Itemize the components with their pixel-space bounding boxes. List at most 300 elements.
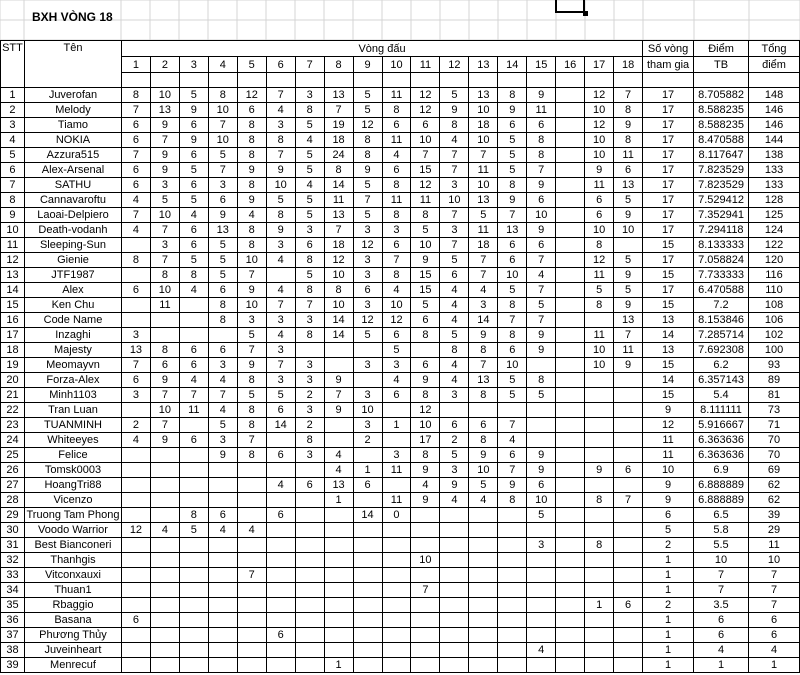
round-score-cell[interactable]	[295, 568, 324, 583]
round-score-cell[interactable]: 18	[324, 238, 353, 253]
round-score-cell[interactable]: 8	[353, 133, 382, 148]
player-name-cell[interactable]: Tiamo	[24, 118, 121, 133]
round-score-cell[interactable]: 9	[585, 463, 614, 478]
average-score-cell[interactable]: 6.357143	[694, 373, 749, 388]
round-score-cell[interactable]: 5	[179, 253, 208, 268]
round-score-cell[interactable]	[440, 658, 469, 673]
round-score-cell[interactable]	[556, 313, 585, 328]
round-score-cell[interactable]: 5	[440, 253, 469, 268]
rounds-played-cell[interactable]: 17	[643, 133, 694, 148]
round-score-cell[interactable]: 6	[150, 358, 179, 373]
round-score-cell[interactable]: 12	[585, 88, 614, 103]
rank-cell[interactable]: 20	[1, 373, 25, 388]
round-score-cell[interactable]	[324, 643, 353, 658]
total-score-cell[interactable]: 120	[749, 253, 800, 268]
round-score-cell[interactable]: 10	[150, 208, 179, 223]
round-score-cell[interactable]: 7	[150, 133, 179, 148]
round-score-cell[interactable]: 9	[498, 103, 527, 118]
round-score-cell[interactable]: 3	[440, 223, 469, 238]
round-score-cell[interactable]: 15	[411, 283, 440, 298]
rank-cell[interactable]: 22	[1, 403, 25, 418]
round-score-cell[interactable]: 7	[208, 163, 237, 178]
round-score-cell[interactable]	[614, 388, 643, 403]
round-score-cell[interactable]	[150, 448, 179, 463]
round-score-cell[interactable]	[556, 448, 585, 463]
round-score-cell[interactable]	[498, 523, 527, 538]
round-score-cell[interactable]	[556, 388, 585, 403]
spacer-cell[interactable]	[694, 73, 749, 88]
round-score-cell[interactable]: 12	[382, 313, 411, 328]
round-score-cell[interactable]: 4	[237, 523, 266, 538]
spacer-cell[interactable]	[324, 73, 353, 88]
round-score-cell[interactable]: 3	[353, 223, 382, 238]
round-score-cell[interactable]: 4	[440, 283, 469, 298]
round-score-cell[interactable]	[237, 463, 266, 478]
round-score-cell[interactable]	[556, 583, 585, 598]
round-score-cell[interactable]: 8	[585, 238, 614, 253]
round-score-cell[interactable]	[295, 463, 324, 478]
round-score-cell[interactable]: 7	[353, 193, 382, 208]
round-score-cell[interactable]	[527, 583, 556, 598]
round-score-cell[interactable]	[266, 658, 295, 673]
round-score-cell[interactable]	[614, 583, 643, 598]
round-score-cell[interactable]: 9	[614, 358, 643, 373]
round-score-cell[interactable]: 10	[208, 133, 237, 148]
round-score-cell[interactable]	[237, 478, 266, 493]
rounds-played-cell[interactable]: 17	[643, 148, 694, 163]
round-score-cell[interactable]	[382, 538, 411, 553]
round-score-cell[interactable]: 5	[179, 163, 208, 178]
round-score-cell[interactable]: 5	[440, 448, 469, 463]
round-score-cell[interactable]: 6	[614, 463, 643, 478]
round-score-cell[interactable]: 6	[121, 613, 150, 628]
round-score-cell[interactable]	[440, 613, 469, 628]
player-name-cell[interactable]: Tran Luan	[24, 403, 121, 418]
round-score-cell[interactable]: 7	[121, 358, 150, 373]
round-score-cell[interactable]: 6	[179, 178, 208, 193]
average-score-cell[interactable]: 8.133333	[694, 238, 749, 253]
average-score-cell[interactable]: 8.470588	[694, 133, 749, 148]
round-score-cell[interactable]: 4	[266, 478, 295, 493]
round-score-cell[interactable]	[498, 643, 527, 658]
round-score-cell[interactable]	[237, 658, 266, 673]
spacer-cell[interactable]	[266, 73, 295, 88]
average-score-cell[interactable]: 7.058824	[694, 253, 749, 268]
round-score-cell[interactable]: 3	[150, 238, 179, 253]
average-score-cell[interactable]: 6.9	[694, 463, 749, 478]
round-score-cell[interactable]: 6	[179, 433, 208, 448]
round-score-cell[interactable]	[411, 628, 440, 643]
round-score-cell[interactable]	[440, 553, 469, 568]
round-score-cell[interactable]: 10	[585, 358, 614, 373]
round-score-cell[interactable]: 11	[382, 88, 411, 103]
round-score-cell[interactable]	[179, 478, 208, 493]
average-score-cell[interactable]: 6.5	[694, 508, 749, 523]
header-played[interactable]: Số vòng	[643, 41, 694, 57]
round-score-cell[interactable]	[556, 328, 585, 343]
round-score-cell[interactable]: 5	[295, 193, 324, 208]
average-score-cell[interactable]: 6.470588	[694, 283, 749, 298]
round-score-cell[interactable]: 5	[353, 178, 382, 193]
round-score-cell[interactable]: 4	[440, 373, 469, 388]
average-score-cell[interactable]: 7.733333	[694, 268, 749, 283]
round-score-cell[interactable]: 3	[469, 298, 498, 313]
round-score-cell[interactable]: 6	[266, 448, 295, 463]
round-score-cell[interactable]: 9	[324, 373, 353, 388]
round-score-cell[interactable]: 9	[208, 208, 237, 223]
round-score-cell[interactable]: 3	[353, 358, 382, 373]
player-name-cell[interactable]: TUANMINH	[24, 418, 121, 433]
round-score-cell[interactable]	[121, 568, 150, 583]
rounds-played-cell[interactable]: 14	[643, 373, 694, 388]
round-score-cell[interactable]	[208, 643, 237, 658]
round-score-cell[interactable]	[556, 403, 585, 418]
round-header-11[interactable]: 11	[411, 57, 440, 73]
round-score-cell[interactable]	[295, 658, 324, 673]
round-score-cell[interactable]	[295, 493, 324, 508]
round-score-cell[interactable]: 6	[208, 193, 237, 208]
round-score-cell[interactable]: 7	[469, 268, 498, 283]
total-score-cell[interactable]: 71	[749, 418, 800, 433]
round-score-cell[interactable]: 9	[237, 358, 266, 373]
round-score-cell[interactable]: 6	[498, 253, 527, 268]
round-score-cell[interactable]: 10	[411, 238, 440, 253]
round-score-cell[interactable]: 6	[266, 508, 295, 523]
round-score-cell[interactable]	[614, 523, 643, 538]
round-score-cell[interactable]: 1	[353, 463, 382, 478]
rank-cell[interactable]: 24	[1, 433, 25, 448]
round-score-cell[interactable]: 10	[585, 148, 614, 163]
round-score-cell[interactable]	[266, 598, 295, 613]
round-score-cell[interactable]: 4	[208, 523, 237, 538]
round-score-cell[interactable]: 4	[440, 133, 469, 148]
rounds-played-cell[interactable]: 17	[643, 103, 694, 118]
spacer-cell[interactable]	[527, 73, 556, 88]
round-score-cell[interactable]: 9	[614, 118, 643, 133]
round-score-cell[interactable]	[179, 643, 208, 658]
round-score-cell[interactable]: 3	[295, 403, 324, 418]
round-score-cell[interactable]	[179, 493, 208, 508]
round-score-cell[interactable]	[498, 583, 527, 598]
total-score-cell[interactable]: 73	[749, 403, 800, 418]
total-score-cell[interactable]: 62	[749, 493, 800, 508]
round-score-cell[interactable]: 5	[237, 388, 266, 403]
round-score-cell[interactable]: 6	[237, 103, 266, 118]
player-name-cell[interactable]: SATHU	[24, 178, 121, 193]
rank-cell[interactable]: 26	[1, 463, 25, 478]
round-score-cell[interactable]: 11	[382, 133, 411, 148]
round-score-cell[interactable]	[295, 553, 324, 568]
rounds-played-cell[interactable]: 17	[643, 193, 694, 208]
average-score-cell[interactable]: 5.5	[694, 538, 749, 553]
round-score-cell[interactable]: 3	[382, 358, 411, 373]
round-score-cell[interactable]: 7	[150, 418, 179, 433]
total-score-cell[interactable]: 10	[749, 553, 800, 568]
round-score-cell[interactable]: 14	[353, 508, 382, 523]
round-score-cell[interactable]: 14	[324, 313, 353, 328]
average-score-cell[interactable]: 6	[694, 613, 749, 628]
round-header-1[interactable]: 1	[121, 57, 150, 73]
round-score-cell[interactable]: 8	[121, 253, 150, 268]
round-score-cell[interactable]	[411, 598, 440, 613]
round-score-cell[interactable]: 6	[585, 208, 614, 223]
round-score-cell[interactable]: 7	[498, 313, 527, 328]
player-name-cell[interactable]: Voodo Warrior	[24, 523, 121, 538]
round-score-cell[interactable]: 8	[382, 178, 411, 193]
round-score-cell[interactable]	[556, 193, 585, 208]
round-score-cell[interactable]: 6	[121, 283, 150, 298]
round-score-cell[interactable]: 9	[150, 118, 179, 133]
round-score-cell[interactable]	[353, 523, 382, 538]
round-score-cell[interactable]: 8	[295, 103, 324, 118]
round-score-cell[interactable]	[353, 448, 382, 463]
round-score-cell[interactable]: 8	[614, 103, 643, 118]
round-score-cell[interactable]	[179, 628, 208, 643]
round-score-cell[interactable]	[382, 403, 411, 418]
rounds-played-cell[interactable]: 6	[643, 508, 694, 523]
round-score-cell[interactable]	[150, 583, 179, 598]
round-score-cell[interactable]: 14	[469, 313, 498, 328]
round-score-cell[interactable]: 12	[411, 178, 440, 193]
round-score-cell[interactable]	[556, 178, 585, 193]
average-score-cell[interactable]: 7	[694, 568, 749, 583]
round-score-cell[interactable]: 10	[382, 298, 411, 313]
rounds-played-cell[interactable]: 14	[643, 328, 694, 343]
round-score-cell[interactable]	[585, 658, 614, 673]
round-score-cell[interactable]: 8	[237, 118, 266, 133]
round-score-cell[interactable]: 8	[469, 343, 498, 358]
round-score-cell[interactable]: 8	[411, 388, 440, 403]
round-header-2[interactable]: 2	[150, 57, 179, 73]
round-score-cell[interactable]: 11	[179, 403, 208, 418]
round-score-cell[interactable]	[440, 583, 469, 598]
round-score-cell[interactable]: 4	[266, 283, 295, 298]
round-header-17[interactable]: 17	[585, 57, 614, 73]
round-score-cell[interactable]: 8	[382, 208, 411, 223]
round-score-cell[interactable]	[121, 268, 150, 283]
round-score-cell[interactable]: 10	[585, 133, 614, 148]
round-score-cell[interactable]	[556, 613, 585, 628]
round-score-cell[interactable]: 5	[208, 238, 237, 253]
round-score-cell[interactable]: 5	[295, 148, 324, 163]
round-score-cell[interactable]: 10	[237, 298, 266, 313]
round-score-cell[interactable]	[585, 643, 614, 658]
round-score-cell[interactable]	[585, 478, 614, 493]
round-score-cell[interactable]: 3	[295, 358, 324, 373]
round-score-cell[interactable]: 8	[237, 403, 266, 418]
round-score-cell[interactable]: 8	[295, 253, 324, 268]
header-total[interactable]: Tổng	[749, 41, 800, 57]
rounds-played-cell[interactable]: 2	[643, 598, 694, 613]
round-score-cell[interactable]	[179, 328, 208, 343]
average-score-cell[interactable]: 6	[694, 628, 749, 643]
round-score-cell[interactable]: 8	[179, 508, 208, 523]
round-score-cell[interactable]: 3	[353, 388, 382, 403]
round-score-cell[interactable]: 10	[469, 178, 498, 193]
round-score-cell[interactable]: 11	[585, 268, 614, 283]
round-score-cell[interactable]	[121, 493, 150, 508]
round-score-cell[interactable]	[614, 613, 643, 628]
average-score-cell[interactable]: 6.363636	[694, 448, 749, 463]
round-score-cell[interactable]	[150, 553, 179, 568]
round-score-cell[interactable]	[585, 613, 614, 628]
round-score-cell[interactable]: 7	[208, 388, 237, 403]
round-score-cell[interactable]: 3	[295, 88, 324, 103]
round-score-cell[interactable]: 13	[498, 223, 527, 238]
round-score-cell[interactable]: 8	[150, 268, 179, 283]
round-score-cell[interactable]	[411, 508, 440, 523]
round-score-cell[interactable]: 9	[237, 193, 266, 208]
header-total-2[interactable]: điểm	[749, 57, 800, 73]
player-name-cell[interactable]: Minh1103	[24, 388, 121, 403]
rank-cell[interactable]: 31	[1, 538, 25, 553]
total-score-cell[interactable]: 6	[749, 628, 800, 643]
round-score-cell[interactable]	[237, 553, 266, 568]
round-score-cell[interactable]: 7	[469, 253, 498, 268]
round-header-16[interactable]: 16	[556, 57, 585, 73]
player-name-cell[interactable]: Ken Chu	[24, 298, 121, 313]
round-header-3[interactable]: 3	[179, 57, 208, 73]
round-score-cell[interactable]: 7	[411, 148, 440, 163]
round-score-cell[interactable]	[266, 553, 295, 568]
average-score-cell[interactable]: 8.705882	[694, 88, 749, 103]
round-score-cell[interactable]: 6	[614, 598, 643, 613]
round-score-cell[interactable]	[382, 613, 411, 628]
round-score-cell[interactable]: 9	[614, 208, 643, 223]
round-score-cell[interactable]	[614, 643, 643, 658]
round-score-cell[interactable]: 4	[440, 358, 469, 373]
player-name-cell[interactable]: Menrecuf	[24, 658, 121, 673]
round-score-cell[interactable]: 11	[382, 493, 411, 508]
round-score-cell[interactable]	[208, 658, 237, 673]
round-score-cell[interactable]: 13	[150, 103, 179, 118]
rank-cell[interactable]: 32	[1, 553, 25, 568]
spacer-cell[interactable]	[411, 73, 440, 88]
round-score-cell[interactable]	[266, 643, 295, 658]
round-score-cell[interactable]: 18	[469, 238, 498, 253]
round-score-cell[interactable]	[179, 448, 208, 463]
round-score-cell[interactable]: 7	[295, 298, 324, 313]
round-score-cell[interactable]: 8	[324, 283, 353, 298]
round-score-cell[interactable]: 7	[237, 343, 266, 358]
round-score-cell[interactable]: 10	[469, 463, 498, 478]
round-score-cell[interactable]: 9	[527, 88, 556, 103]
round-score-cell[interactable]: 10	[353, 403, 382, 418]
round-score-cell[interactable]: 8	[266, 208, 295, 223]
round-score-cell[interactable]: 4	[179, 283, 208, 298]
round-score-cell[interactable]: 10	[411, 553, 440, 568]
average-score-cell[interactable]: 6.363636	[694, 433, 749, 448]
rank-cell[interactable]: 25	[1, 448, 25, 463]
round-score-cell[interactable]	[527, 568, 556, 583]
player-name-cell[interactable]: HoangTri88	[24, 478, 121, 493]
average-score-cell[interactable]: 8.117647	[694, 148, 749, 163]
round-score-cell[interactable]	[237, 628, 266, 643]
round-score-cell[interactable]: 6	[208, 343, 237, 358]
round-score-cell[interactable]	[150, 628, 179, 643]
round-score-cell[interactable]	[585, 628, 614, 643]
round-score-cell[interactable]	[556, 538, 585, 553]
round-score-cell[interactable]: 8	[440, 118, 469, 133]
round-score-cell[interactable]: 9	[614, 268, 643, 283]
round-score-cell[interactable]	[556, 283, 585, 298]
round-score-cell[interactable]	[353, 553, 382, 568]
rounds-played-cell[interactable]: 9	[643, 493, 694, 508]
round-score-cell[interactable]: 3	[382, 448, 411, 463]
round-score-cell[interactable]	[150, 328, 179, 343]
spacer-cell[interactable]	[585, 73, 614, 88]
rounds-played-cell[interactable]: 11	[643, 448, 694, 463]
round-score-cell[interactable]: 5	[208, 148, 237, 163]
round-score-cell[interactable]: 13	[208, 223, 237, 238]
round-score-cell[interactable]: 10	[266, 178, 295, 193]
round-score-cell[interactable]	[208, 628, 237, 643]
average-score-cell[interactable]: 7.692308	[694, 343, 749, 358]
round-score-cell[interactable]	[585, 508, 614, 523]
selected-cell-cursor[interactable]	[555, 0, 585, 13]
round-score-cell[interactable]	[179, 658, 208, 673]
rounds-played-cell[interactable]: 17	[643, 253, 694, 268]
round-score-cell[interactable]	[237, 538, 266, 553]
spacer-cell[interactable]	[498, 73, 527, 88]
average-score-cell[interactable]: 5.916667	[694, 418, 749, 433]
total-score-cell[interactable]: 102	[749, 328, 800, 343]
round-score-cell[interactable]	[585, 568, 614, 583]
average-score-cell[interactable]: 6.888889	[694, 493, 749, 508]
round-score-cell[interactable]	[498, 508, 527, 523]
round-score-cell[interactable]	[121, 508, 150, 523]
rank-cell[interactable]: 14	[1, 283, 25, 298]
round-score-cell[interactable]	[614, 538, 643, 553]
rounds-played-cell[interactable]: 15	[643, 388, 694, 403]
player-name-cell[interactable]: NOKIA	[24, 133, 121, 148]
rank-cell[interactable]: 36	[1, 613, 25, 628]
round-score-cell[interactable]: 9	[411, 493, 440, 508]
player-name-cell[interactable]: Felice	[24, 448, 121, 463]
round-score-cell[interactable]: 9	[208, 448, 237, 463]
round-score-cell[interactable]: 7	[266, 298, 295, 313]
rank-cell[interactable]: 17	[1, 328, 25, 343]
round-score-cell[interactable]: 5	[585, 283, 614, 298]
round-score-cell[interactable]: 8	[585, 538, 614, 553]
round-score-cell[interactable]: 7	[121, 208, 150, 223]
round-score-cell[interactable]: 12	[585, 253, 614, 268]
round-score-cell[interactable]: 9	[440, 103, 469, 118]
player-name-cell[interactable]: Basana	[24, 613, 121, 628]
rounds-played-cell[interactable]: 17	[643, 208, 694, 223]
round-score-cell[interactable]: 4	[440, 493, 469, 508]
round-score-cell[interactable]: 4	[382, 148, 411, 163]
round-score-cell[interactable]: 6	[614, 163, 643, 178]
spacer-cell[interactable]	[614, 73, 643, 88]
round-score-cell[interactable]: 3	[440, 178, 469, 193]
round-score-cell[interactable]	[469, 613, 498, 628]
average-score-cell[interactable]: 6.888889	[694, 478, 749, 493]
round-score-cell[interactable]	[556, 628, 585, 643]
round-header-12[interactable]: 12	[440, 57, 469, 73]
round-score-cell[interactable]	[324, 343, 353, 358]
player-name-cell[interactable]: Melody	[24, 103, 121, 118]
round-score-cell[interactable]: 7	[121, 148, 150, 163]
round-score-cell[interactable]	[614, 448, 643, 463]
rank-cell[interactable]: 23	[1, 418, 25, 433]
round-score-cell[interactable]	[150, 658, 179, 673]
round-score-cell[interactable]: 9	[440, 478, 469, 493]
round-score-cell[interactable]: 7	[440, 163, 469, 178]
round-score-cell[interactable]: 7	[498, 418, 527, 433]
total-score-cell[interactable]: 7	[749, 568, 800, 583]
rounds-played-cell[interactable]: 1	[643, 553, 694, 568]
